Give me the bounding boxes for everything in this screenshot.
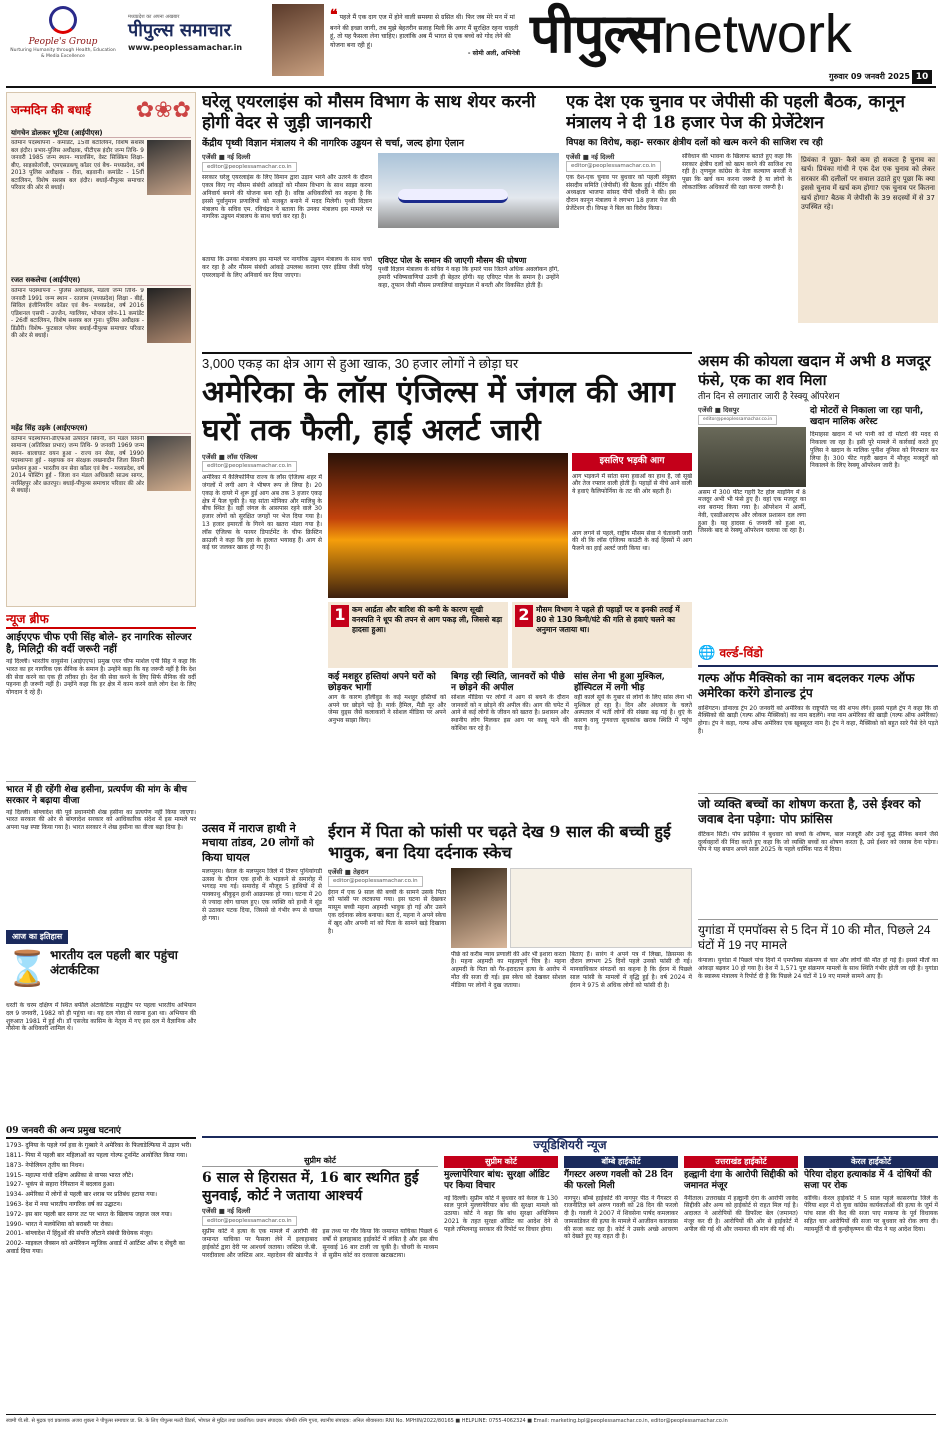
birthday-person-3 — [11, 424, 191, 576]
birthday-name-1: यांगचेन डोलकर भूटिया (आईपीएस) — [11, 129, 191, 139]
la-point-2 — [512, 602, 692, 668]
birthday-text-2: वर्तमान पदस्थापना - पुलिस अधीक्षक, मंडला जन्म तिथि- 9 जनवरी 1991 जन्म स्थान - रतलाम (मध्यप्रदेश) शिक्षा - बीई, सिविल इंजीनियरिंग कॉडर एवं बैच- मध्यप्रदेश, वर्ष 2016 एडिशनल एसपी - उज्जैन, ग्वालियर, भोपाल जोन-11 कमांडेंट - 26वीं बटालियन, विशेष सशस्त्र बल गुना। पुलिस अधीक्षक - डिंडौरी। विशेष- फुटबाल प्लेयर बधाई-पीपुल्स समाचार परिवार की ओर से बधाई। — [11, 288, 144, 340]
world-story3-headline: युगांडा में एमपॉक्स से 5 दिन में 10 की मौत, पिछले 24 घंटों में 19 नए मामले — [698, 922, 931, 953]
iran-story — [328, 822, 692, 1132]
weather-byline: एजेंसी ■ नई दिल्ली — [202, 153, 251, 162]
quote-mark-icon: ❝ — [330, 7, 338, 23]
news-brief-label: न्यूज ब्रीफ — [6, 612, 196, 629]
coal-photo — [698, 427, 806, 487]
history-event: 1811- पिया में पहली बार महिलाओं का पहला गोल्फ टूर्नामेंट आयोजित किया गया। — [6, 1152, 188, 1160]
la-point2-text: मौसम विभाग ने पहले ही पहाड़ों पर व इनकी तराई में 80 से 130 किमी/घंटे की गति से हवाएं चलने का अनुमान जताया था। — [536, 605, 680, 634]
weather-email[interactable]: editor@peoplessamachar.co.in — [202, 162, 297, 173]
coal-side-text: दिमाहसा खदान में भरे पानी को दो मोटरों की मदद से निकाला जा रहा है। इसी पूरे मामले में कार्रवाई करते हुए पुलिस ने खदान के मालिक पुनीश नूनिसा को गिरफ्तार कर लिया है। 300 फीट गहरी खदान में मौजूद मजदूरों को निकालने के लिए रेस्क्यू ऑपरेशन जारी है। — [810, 431, 938, 470]
onoe-byline: एजेंसी ■ नई दिल्ली — [566, 152, 615, 161]
weather-story — [202, 92, 559, 352]
sketch-photo — [510, 868, 692, 948]
date: गुरुवार 09 जनवरी 2025 — [828, 72, 910, 81]
judiciary-label: ज्यूडिशियरी न्यूज — [527, 1138, 612, 1152]
coal-headline: असम की कोयला खदान में अभी 8 मजदूर फंसे, एक का शव मिला — [698, 352, 931, 389]
celebrity-photo — [272, 4, 324, 76]
brief-text-1: नई दिल्ली। भारतीय वायुसेना (आईएएफ) प्रमुख एयर चीफ मार्शल एपी सिंह ने कहा कि भारत का हर नागरिक एक सैनिक के समान है। उन्होंने कहा कि यह जरूरी नहीं है कि देश की सेवा करने का एक ही तरीका हो। देश की सेवा करने के लिए सिर्फ सैनिक की वर्दी पहनना ही जरूरी नहीं है। उन्होंने कहा कि हर क्षेत्र में काम करने वाले लोग देश के लिए योगदान दे रहे हैं। — [6, 658, 196, 697]
la-headline: अमेरिका के लॉस एंजिल्स में जंगल की आग घरों तक फैली, हाई अलर्ट जारी — [202, 375, 675, 448]
weather-sub: केंद्रीय पृथ्वी विज्ञान मंत्रालय ने की नागरिक उड्डयन से चर्चा, जल्द होगा ऐलान — [202, 137, 465, 149]
uhc-label: उत्तराखंड हाईकोर्ट — [684, 1156, 798, 1168]
website[interactable]: www.peoplessamachar.in — [128, 42, 243, 52]
world-story1-headline: गल्फ ऑफ मैक्सिको का नाम बदलकर गल्फ ऑफ अमेरिका करेंगे डोनाल्ड ट्रंप — [698, 670, 915, 701]
la-reason-1: आग भड़कने में सांता सना हवाओं का हाथ है, जो सूखे और तेज रफ्तार वाली होती हैं। पहाड़ों से नीचे आने वाली ये हवाएं कैलिफोर्निया के तट की ओर बहती हैं। — [572, 472, 692, 496]
birthday-person-1 — [11, 129, 191, 271]
birthday-name-2: रजत सकलेचा (आईपीएस) — [11, 276, 191, 286]
itihas-text: धरती के चरम दक्षिण में स्थित बर्फीले अंटार्कटिक महाद्वीप पर पहला भारतीय अभियान दल 9 जनवरी, 1982 को ही पहुंचा था। यह दल गोवा से रवाना हुआ था। अभियान की शुरुआत 1981 में हुई थी। डॉ एसजेड कासिम के नेतृत्व में गए इस दल में वैज्ञानिक और नौसेना के अधिकारी शामिल थे। — [6, 1002, 196, 1033]
judiciary-bhc — [564, 1156, 678, 1380]
plane-icon — [398, 189, 508, 203]
world-label: वर्ल्ड-विंडो — [719, 646, 763, 661]
plane-photo — [378, 153, 559, 228]
la-reason-2: आग लगने से पहले, राष्ट्रीय मौसम सेवा ने चेतावनी जारी की थी कि लॉस एंजिल्स काउंटी के कई हिस्सों में आग फैलने का हाई अलर्ट जारी किया था। — [572, 529, 692, 553]
world-section — [698, 645, 938, 1135]
iran-col2: पीछे को करीब न्याय प्रणाली की ओर भी इशारा करता है। महना अहमदी का महत्वपूर्ण चित्र है। महना अहमदी के पिता को गैर-इरादतन हत्या के आरोप में मौत की सजा दी गई। इस स्केच को देखकर सोशल मीडिया पर लोगों ने दुख जताया। — [451, 950, 566, 989]
birthday-title: जन्मदिन की बधाई — [11, 103, 91, 118]
flowers-icon: ✿❀✿ — [135, 98, 191, 123]
bhc-text: नागपुर। बॉम्बे हाईकोर्ट की नागपुर पीठ ने गैंगस्टर से राजनीतिज्ञ बने अरुण गवली को 28 दिन की फरलो दी है। गवली ने 2007 में शिवसेना पार्षद कमलाकर जामसांडेकर की हत्या के मामले में आजीवन कारावास की सजा काट रहा है। कोर्ट ने उसके अच्छे आचरण को देखते हुए यह राहत दी है। — [564, 1194, 678, 1241]
peoples-group-logo — [8, 6, 118, 76]
weather-col1: सरकार घरेलू एयरलाइंस के लिए विमान द्वारा उड़ान भरने और उतरने के दौरान एकत्र किए गए मौसम संबंधी आंकड़ों को मौसम विभाग के साथ साझा करना अनिवार्य बनाने की योजना बना रही है। वरिष्ठ अधिकारियों का कहना है कि इससे पूर्वानुमान प्रणालियों को मजबूत बनाने में मदद मिलेगी। पृथ्वी विज्ञान मंत्रालय के सचिव एम. रविचंद्रन ने बताया कि उनका मंत्रालय इस मामले पर नागरिक उड्डयन मंत्रालय के साथ चर्चा कर रहा है। — [202, 174, 372, 221]
la-sub3-title: सांस लेना भी हुआ मुश्किल, हॉस्पिटल में लगी भीड़ — [574, 672, 665, 694]
quote-author: - सोमी अली, अभिनेत्री — [467, 49, 520, 57]
history-event: 1873- नेपोलियन तृतीय का निधन। — [6, 1161, 85, 1169]
bhc-headline: गैंगस्टर अरुण गवली को 28 दिन की फरलो मिली — [564, 1170, 673, 1192]
title-main: पीपुल्स — [530, 1, 663, 65]
iran-headline: ईरान में पिता को फांसी पर चढ़ते देख 9 साल की बच्ची हुई भावुक, बना दिया दर्दनाक स्केच — [328, 822, 671, 862]
coal-side-title: दो मोटरों से निकाला जा रहा पानी, खदान मालिक अरेस्ट — [810, 405, 924, 428]
brief-title-1: आईएएफ चीफ एपी सिंह बोले- हर नागरिक सोल्जर है, मिलिट्री की वर्दी जरूरी नहीं — [6, 632, 192, 655]
world-story2-headline: जो व्यक्ति बच्चों का शोषण करता है, उसे ईश्वर को जवाब देना पड़ेगा: पोप फ्रांसिस — [698, 796, 921, 827]
birthday-photo-1 — [147, 140, 191, 195]
birthday-person-2 — [11, 276, 191, 418]
title-sub: network — [662, 4, 852, 64]
news-brief-section — [6, 612, 196, 927]
weather-col2: बताया कि उनका मंत्रालय इस मामले पर नागरिक उड्डयन मंत्रालय के साथ चर्चा कर रहा है और मौसम संबंधी आंकड़े उपलब्ध कराना एयर इंडिया जैसी घरेलू एयरलाइनों के लिए अनिवार्य कर दिया जाएगा। — [202, 256, 372, 279]
hourglass-icon: ⌛ — [6, 949, 49, 989]
elephant-headline: उत्सव में नाराज हाथी ने मचाया तांडव, 20 लोगों को किया घायल — [202, 822, 314, 864]
elephant-story — [202, 822, 322, 1132]
la-point1-no: 1 — [331, 605, 349, 627]
la-sub3-text: वहीं कार्ल सूर्य के गुबार से लोगों के लिए सांस लेना भी मुश्किल हो रहा है। दिन और अंधकार के चलते अस्पताल में भर्ती लोगों की संख्या बढ़ गई है। धुएं के कारण वायु गुणवत्ता सूचकांक खराब स्थिति में पहुंच गया है। — [574, 693, 692, 733]
fire-photo — [328, 453, 568, 598]
iran-byline: एजेंसी ■ तेहरान — [328, 867, 369, 876]
judiciary-sc2 — [444, 1156, 558, 1380]
world-story1-text: वाशिंगटन। डोनाल्ड ट्रंप 20 जनवरी को अमेरिका के राष्ट्रपति पद की शपथ लेंगे। इससे पहले ट्रंप ने कहा कि वो मैक्सिको की खाड़ी (गल्फ ऑफ मैक्सिको) का नाम बदलेंगे। नया नाम अमेरिका की खाड़ी (गल्फ ऑफ अमेरिका) होगा। ट्रंप ने कहा, गल्फ ऑफ अमेरिका एक खूबसूरत नाम है। ट्रंप ने कहा, मैक्सिको को बहुत सारे पैसे देने पड़ते हैं। — [698, 704, 938, 736]
iran-col3: बिताए हैं। सारंग ने अपने पत्र में लिखा, क्रिसमस के दौरान लगभग 25 दिनों पहले उनको फांसी दी गई। मानवाधिकार संगठनों का कहना है कि ईरान में पिछले साल फांसी के मामलों में वृद्धि हुई है। वर्ष 2024 में ईरान ने 975 से अधिक लोगों को फांसी दी है। — [570, 950, 692, 989]
birthday-text-3: वर्तमान पदस्थापना-डीएफओ उत्पादन सिवनी, वन मंडल सिवनी सामान्य (अतिरिक्त प्रभार) जन्म तिथि- 9 जनवरी 1969 जन्म स्थान- बालाघाट वयन हुआ - राज्य वन सेवा, वर्ष 1990 पदस्थापना हुई - सहायक वन संरक्षक लखनादौन जिला सिवनी प्रमोशन हुआ - भारतीय वन सेवा कॉडर एवं बैच - मध्यप्रदेश, वर्ष 2014 पोस्टिंग हुई - जिला वन मंडल अधिकारी साउथ सागर, नरसिंहपुर और छतरपुर। बधाई-पीपुल्स समाचार परिवार की ओर से बधाई। — [11, 435, 144, 495]
itihas-title: भारतीय दल पहली बार पहुंचा अंटार्कटिका — [50, 948, 178, 977]
history-event: 1915- महात्मा गांधी दक्षिण अफ्रीका से वापस भारत लौटे। — [6, 1171, 134, 1179]
coal-sub: तीन दिन से लगातार जारी है रेस्क्यू ऑपरेशन — [698, 391, 840, 402]
la-sub2-title: बिगड़ रही स्थिति, जानवरों को पीछे न छोड़ने की अपील — [451, 672, 565, 694]
left-tag: Nurturing Humanity through Health, Education & Media Excellence — [10, 48, 116, 59]
coal-email[interactable]: editor@peoplessamachar.co.in — [698, 415, 777, 425]
quote-box — [330, 6, 520, 58]
la-body: अमेरिका में कैलिफोर्निया राज्य के लॉस एंजिल्स शहर में जंगलों में लगी आग ने भीषण रूप ले लिया है। 20 एकड़ के दायरे में शुरू हुई आग अब तक 3 हजार एकड़ क्षेत्र में फैल चुकी है। यह सांता मोनिका और मालिबु के बीच स्थित है। वहीं जंगल के आसपास रहने वाले 30 हजार लोगों को सुरक्षित जगहों पर भेज दिया गया है। 13 हजार इमारतों के गिरने का खतरा मंडरा गया है। लॉस एंजिल्स के फायर डिपार्टमेंट के चीफ क्रिस्टिन क्राउली ने कहा कि हवा के हालात भयावह हैं। आग से कई घर जलकर खाक हो गए हैं। — [202, 474, 322, 552]
coal-byline: एजेंसी ■ दिसपुर — [698, 405, 740, 414]
coal-text: असम में 300 फीट गहरी रैट होल माइनिंग में 8 मजदूर अभी भी फंसे हुए हैं। वहां एक मजदूर का शव बरामद किया गया है। ऑपरेशन में आर्मी, नेवी, एसडीआरएफ और लोकल प्रशासन दल लगा हुआ है। यह हादसा 6 जनवरी को हुआ था, जिसके बाद से रेस्क्यू ऑपरेशन चलाया जा रहा है। — [698, 488, 806, 535]
birthday-photo-3 — [147, 436, 191, 491]
onoe-headline: एक देश एक चुनाव पर जेपीसी की पहली बैठक, कानून मंत्रालय ने दी 18 हजार पेज की प्रेजेंटेशन — [566, 92, 905, 134]
world-story2-text: वेटिकन सिटी। पोप फ्रांसिस ने बुधवार को बच्चों के शोषण, बाल मजदूरी और उन्हें युद्ध सैनिक बनाने जैसे दुर्व्यवहारों की निंदा करते हुए कहा कि जो व्यक्ति बच्चों का शोषण करता है, उसे ईश्वर को जवाब देना पड़ेगा। पोप ने यह बयान अपने साल 2025 के पहले धार्मिक पाठ में दिया। — [698, 830, 938, 854]
world-story3-text: कंपाला। युगांडा में पिछले पांच दिनों में एमपॉक्स संक्रमण से चार और लोगों की मौत हो गई है। इससे मौतों का आंकड़ा बढ़कर 10 हो गया है। देश में 1,571 पुष्ट संक्रमण मामलों के साथ स्थिति गंभीर होती जा रही है। युगांडा के स्वास्थ्य मंत्रालय ने रिपोर्ट दी है कि पिछले 24 घंटों में 19 नए मामले सामने आए हैं। — [698, 957, 938, 980]
birthday-name-3: महेंद्र सिंह उइके (आईएफएस) — [11, 424, 191, 434]
la-email[interactable]: editor@peoplessamachar.co.in — [202, 461, 297, 472]
events-list — [6, 1142, 196, 1256]
network-title — [530, 0, 935, 70]
itihas-section — [6, 930, 196, 1410]
la-sub1-text: आग के कारण हॉलीवुड के कई मशहूर हस्तियों को अपने घर छोड़ने पड़े हैं। मार्क हैमिल, मैंडी मूर और जेम्स वुड्स जैसे कलाकारों ने सोशल मीडिया पर अपने अनुभव साझा किए। — [328, 693, 446, 725]
left-brand: People's Group — [28, 37, 98, 47]
la-fire-story — [202, 352, 692, 817]
onoe-story — [566, 92, 938, 352]
page-number: 10 — [912, 70, 932, 84]
sc2-text: नई दिल्ली। सुप्रीम कोर्ट ने बुधवार को केरल के 130 साल पुराने मुल्लापेरियार बांध की सुरक्षा मामले को उठाया। कोर्ट ने कहा कि बांध सुरक्षा अधिनियम 2021 के तहत सुरक्षा ऑडिट का आदेश देने से पहले तमिलनाडु सरकार की रिपोर्ट पर विचार होगा। — [444, 1194, 558, 1233]
sc-email[interactable]: editor@peoplessamachar.co.in — [202, 1216, 297, 1227]
sc-byline: एजेंसी ■ नई दिल्ली — [202, 1207, 251, 1216]
la-kicker: 3,000 एकड़ का क्षेत्र आग से हुआ खाक, 30 हजार लोगों ने छोड़ा घर — [202, 356, 519, 371]
la-byline: एजेंसी ■ लॉस एंजिल्स — [202, 453, 258, 462]
history-event: 1972- इस बार पहली बार सागर तट पर भारत के खिलाफ जहाज जल गया। — [6, 1210, 172, 1218]
la-point1-text: कम आर्द्रता और बारिश की कमी के कारण सूखी वनस्पति ने धूप की तपन से आग पकड़ ली, जिससे बड़ा हादसा हुआ। — [352, 605, 503, 634]
small-brand-title: पीपुल्स समाचार — [128, 20, 231, 42]
weather-box-text: पृथ्वी विज्ञान मंत्रालय के सचिव ने कहा कि हमारे पास जितने अधिक अवलोकन होंगे, हमारी भविष्यवाणियां उतनी ही बेहतर होंगी। यह एविएट पोल के समान है। उन्होंने कहा, तूफान जैसी मौसम प्रणालियां वायुमंडल में बनती और विकसित होती हैं। — [378, 265, 559, 289]
history-event: 2001- बांग्लादेश में हिंदुओं की संपत्ति लौटाने संबंधी विधेयक मंजूर। — [6, 1230, 153, 1238]
judiciary-section — [202, 1136, 938, 1410]
horseshoe-icon — [49, 6, 77, 34]
sc-label: सुप्रीम कोर्ट — [202, 1156, 438, 1167]
birthday-text-1: वर्तमान पदस्थापना - कमांडेंट, 15वीं बटालियन, विशेष सशस्त्र बल इंदौर। प्रभार-पुलिस अधीक्षक, पीटीएस इंदौर जन्म तिथि- 9 जनवरी 1985 जन्म स्थान- ग्यालसिंग, वेस्ट सिक्किम शिक्षा-बीए, साइकोलॉजी, एमएसडब्ल्यू कॉडर एवं बैच- मध्यप्रदेश, वर्ष 2013 पुलिस अधीक्षक - रीवा, बड़वानी। कमांडेंट - 15वीं बटालियन, विशेष सशस्त्र बल इंदौर। बधाई-पीपुल्स समाचार परिवार की ओर से बधाई। — [11, 140, 144, 192]
masthead-rule — [6, 86, 936, 88]
sc2-headline: मुल्लापेरियार बांध: सुरक्षा ऑडिट पर किया विचार — [444, 1170, 550, 1192]
masthead — [0, 0, 945, 88]
onoe-col1: एक देश-एक चुनाव पर बुधवार को पहली संयुक्त संसदीय समिति (जेपीसी) की बैठक हुई। मीटिंग की अध्यक्षता भाजपा सांसद पीपी चौधरी ने की। इस दौरान कानून मंत्रालय ने लगभग 18 हजार पेज की प्रेजेंटेशन दी। विपक्ष ने बिल का विरोध किया। — [566, 173, 676, 212]
sc2-label: सुप्रीम कोर्ट — [444, 1156, 558, 1168]
la-point-1 — [328, 602, 508, 668]
elephant-text: मलप्पुरम। केरल के मलप्पुरम जिले में तिरूर पुथियांगडी उत्सव के दौरान एक हाथी के भड़कने से समारोह में भगदड़ मच गई। समारोह में मौजूद 5 हाथियों में से पाक्काथु श्रीकुट्टन हाथी आक्रामक हो गया। घटना में 20 से ज्यादा लोग घायल हुए। एक व्यक्ति को हाथी ने सूंड से उठाकर पटक दिया, जिससे वो गंभीर रूप से घायल हो गया। — [202, 867, 322, 922]
history-event: 1934- अमेरिका में लोगों से पहली बार शराब पर प्रतिबंध हटाया गया। — [6, 1191, 157, 1199]
small-brand-pre: मध्यप्रदेश का अपना अखबार — [128, 14, 180, 20]
girl-photo — [451, 868, 507, 948]
sc-text: सुप्रीम कोर्ट ने हत्या के एक मामले में आरोपी की जमानत याचिका पर फैसला लेने में इलाहाबाद हाईकोर्ट द्वारा देरी पर आश्चर्य जताया। जस्टिस जे.बी. पारदीवाला और जस्टिस आर. महादेवन की खंडपीठ ने इस तथ्य पर गौर किया कि जमानत याचिका पिछले 6 वर्षों से इलाहाबाद हाईकोर्ट में लंबित है और इस बीच सुनवाई 16 बार टाली जा चुकी है। चौधरी के माध्यम से सुप्रीम कोर्ट का दरवाजा खटखटाया। — [202, 1228, 438, 1259]
bhc-label: बॉम्बे हाईकोर्ट — [564, 1156, 678, 1168]
uhc-headline: हल्द्वानी दंगा के आरोपी सिद्दीकी को जमानत मंजूर — [684, 1170, 798, 1192]
weather-box-title: एविएट पोल के समान की जाएगी मौसम की घोषणा — [378, 256, 527, 266]
la-point2-no: 2 — [515, 605, 533, 627]
globe-icon: 🌐 — [698, 645, 716, 661]
judiciary-khc — [804, 1156, 938, 1380]
weather-headline: घरेलू एयरलाइंस को मौसम विभाग के साथ शेयर करनी होगी वेदर से जुड़ी जानकारी — [202, 92, 536, 134]
uhc-text: नैनीताल। उत्तराखंड में हल्द्वानी दंगा के आरोपी जावेद सिद्दीकी और अन्य को हाईकोर्ट से राहत मिल गई है। अदालत ने आरोपियों की डिफॉल्ट बेल (जमानत) मंजूर कर दी है। आरोपियों की ओर से हाईकोर्ट में अपील की गई थी और जमानत की मांग की गई थी। — [684, 1194, 798, 1233]
la-sub1-title: कई मशहूर हस्तियां अपने घरों को छोड़कर भागीं — [328, 672, 436, 694]
la-reason-label: इसलिए भड़की आग — [572, 453, 692, 470]
birthday-photo-2 — [147, 288, 191, 343]
khc-label: केरल हाईकोर्ट — [804, 1156, 938, 1168]
brief-text-2: नई दिल्ली। बांग्लादेश की पूर्व प्रधानमंत्री शेख हसीना का प्रत्यर्पण नहीं किया जाएगा। भारत सरकार की ओर से बांग्लादेश सरकार को आधिकारिक संदेश में इस मामले पर अपना पक्ष स्पष्ट किया गया है। भारत सरकार ने शेख हसीना का वीजा बढ़ा दिया है। — [6, 808, 196, 832]
history-event: 2002- माइकल जैक्सन को अमेरिकन म्यूजिक अवार्ड में आर्टिस्ट ऑफ द सेंचुरी का अवार्ड दिया गया। — [6, 1240, 185, 1256]
history-event: 1990- भारत ने मलयेशिया को बराबरी पर रोका। — [6, 1220, 113, 1228]
brief-title-2: भारत में ही रहेंगी शेख हसीना, प्रत्यर्पण की मांग के बीच सरकार ने बढ़ाया वीजा — [6, 785, 187, 806]
iran-email[interactable]: editor@peoplessamachar.co.in — [328, 876, 423, 887]
iran-col1: ईरान में एक 9 साल की बच्ची के सामने उसके पिता को फांसी पर लटकाया गया। इस घटना से देखकर मासूम बच्ची महना अहमदी भावुक हो गई और उसने एक दर्दनाक स्केच बनाया। बता दें, महना ने अपने स्केच में खुद और अपनी मां को पिता के सामने खड़े दिखाया है। — [328, 888, 446, 935]
judiciary-uhc — [684, 1156, 798, 1380]
small-brand — [128, 14, 268, 53]
onoe-side-text: प्रियंका ने पूछा- कैसे कम हो सकता है चुनाव का खर्च। प्रियंका गांधी ने एक देश एक चुनाव को लेकर सरकार की दलीलों पर सवाल उठाते हुए पूछा कि क्या इससे चुनाव में खर्च कम होगा? एक चुनाव पर कितना खर्च होगा? बैठक में जेपीसी के 39 सदस्यों में से 37 उपस्थित रहे। — [801, 155, 935, 211]
history-event: 1793- दुनिया के पहले गर्म हवा के गुब्बारे ने अमेरिका के फिलाडेल्फिया में उड़ान भरी। — [6, 1142, 192, 1150]
judiciary-sc — [202, 1156, 438, 1380]
sc-headline: 6 साल से हिरासत में, 16 बार स्थगित हुई सुनवाई, कोर्ट ने जताया आश्चर्य — [202, 1170, 419, 1205]
history-event: 1927- भूकंप से सहारा रेगिस्तान में बदलाव हुआ। — [6, 1181, 115, 1189]
quote-text: पहले मैं एक दाग एज में होने वाली समस्या से ग्रसित थी। फिर जब मेरे मन में मां बनने की इच्छा जागी, तब मुझे बेहतरीन सलाह मिली कि अगर मैं सुरक्षित रहना चाहती हूं, तो यह फैसला लेना चाहिए। हालांकि अब मैं भारत से एक बच्चे को गोद लेने की योजना बना रही हूं। — [330, 14, 519, 49]
birthday-section — [6, 92, 196, 607]
itihas-label: आज का इतिहास — [6, 930, 68, 944]
events-title: 09 जनवरी की अन्य प्रमुख घटनाएं — [6, 1126, 196, 1139]
history-event: 1963- देश में नया भारतीय नागरिक वर्ष का उद्घाटन। — [6, 1201, 123, 1209]
onoe-side-box — [798, 153, 938, 323]
la-sub2-text: सोशल मीडिया पर लोगों ने आग से बचने के दौरान जानवरों को न छोड़ने की अपील की। आग की चपेट में आने से कई लोगों के जीवन को खतरा है। प्रशासन और स्थानीय लोग मिलकर इस आग पर काबू पाने की कोशिश कर रहे हैं। — [451, 693, 569, 733]
onoe-col2: संविधान की भावना के खिलाफ बताते हुए कहा कि सरकार क्षेत्रीय दलों को खत्म करने की साजिश रच रही है। तृणमूल कांग्रेस के नेता कल्याण बनर्जी ने पूछा कि खर्च कम करना जरूरी है या लोगों के लोकतांत्रिक अधिकारों की रक्षा करना जरूरी है। — [682, 152, 792, 191]
onoe-sub: विपक्ष का विरोध, कहा- सरकार क्षेत्रीय दलों को खत्म करने की साजिश रच रही — [566, 137, 823, 148]
khc-headline: पेरिया दोहरा हत्याकांड में 4 दोषियों की सजा पर रोक — [804, 1170, 932, 1192]
footer: स्वामी पी.सी. से मुद्रक एवं प्रकाशक अजय शुक्ला ने पीपुल्स समाचार प्रा. लि. के लिए पीपुल्स मल्टी प्रिंटर्स, भोपाल से मुद्रित तथा प्रकाशित। प्रधान संपादक: श्रीमति रश्मि गुप्ता, स्थानीय संपादक: अनिल श्रीवास्तव। RNI No. MPHIN/2022/80165 ■ HELPLINE: 0755-4062324 ■ Email: marketing.bpl@peoplessamachar.co.in, editor@peoplessamachar.co.in — [6, 1414, 936, 1448]
coal-story — [698, 352, 938, 637]
onoe-email[interactable]: editor@peoplessamachar.co.in — [566, 161, 661, 172]
khc-text: कोच्चि। केरल हाईकोर्ट ने 5 साल पहले कासरगोड जिले के पेरिया शहर में दो युवा कांग्रेस कार्यकर्ताओं की हत्या के जुर्म में पांच साल की कैद की सजा पाए माकपा के पूर्व विधायक सहित चार आरोपियों की सजा पर बुधवार को रोक लगा दी। न्यायमूर्ति पी वी कुन्हीकृष्णन की पीठ ने यह आदेश दिया। — [804, 1194, 938, 1233]
